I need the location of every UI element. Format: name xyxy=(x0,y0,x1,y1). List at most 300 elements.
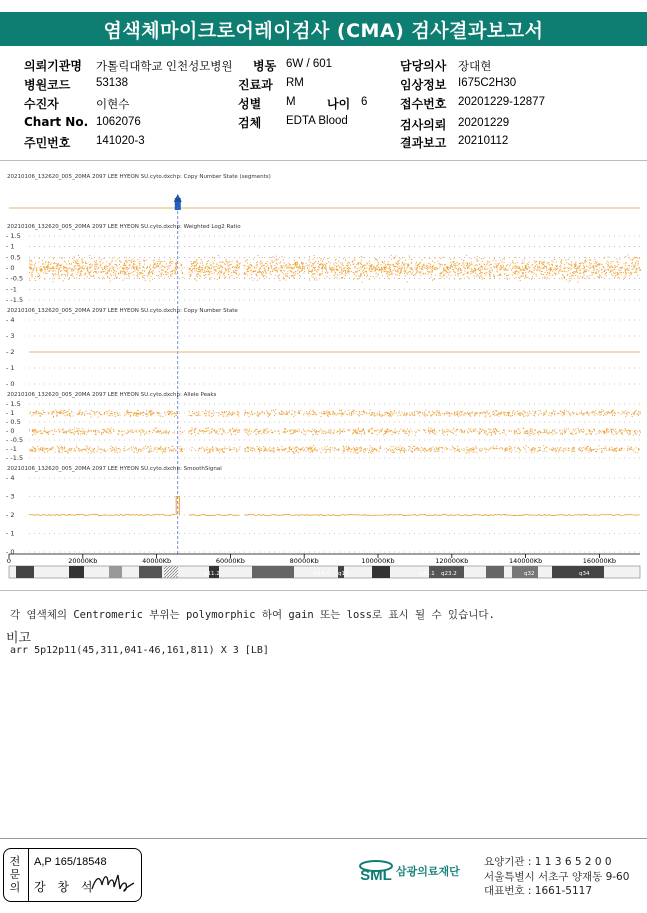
allele-peak-point xyxy=(80,431,81,432)
allele-peak-point xyxy=(432,430,433,431)
allele-peak-point xyxy=(323,430,324,431)
allele-peak-point xyxy=(147,415,148,416)
log2-point xyxy=(92,264,93,265)
log2-point xyxy=(428,263,429,264)
allele-peak-point xyxy=(417,413,418,414)
log2-point xyxy=(285,280,286,281)
allele-peak-point xyxy=(407,429,408,430)
allele-peak-point xyxy=(281,414,282,415)
log2-point xyxy=(394,258,395,259)
log2-point xyxy=(201,259,202,260)
allele-peak-point xyxy=(383,434,384,435)
allele-peak-point xyxy=(142,412,143,413)
allele-peak-point xyxy=(326,413,327,414)
log2-point xyxy=(117,268,118,269)
allele-peak-point xyxy=(596,434,597,435)
log2-point xyxy=(208,260,209,261)
log2-point xyxy=(196,260,197,261)
log2-point xyxy=(535,262,536,263)
allele-peak-point xyxy=(577,414,578,415)
log2-point xyxy=(153,270,154,271)
log2-point xyxy=(374,266,375,267)
log2-point xyxy=(354,258,355,259)
log2-point xyxy=(354,274,355,275)
log2-point xyxy=(137,274,138,275)
chart-no-label: Chart No. xyxy=(24,115,89,129)
allele-peak-point xyxy=(314,413,315,414)
allele-peak-point xyxy=(485,413,486,414)
allele-peak-point xyxy=(572,432,573,433)
allele-peak-point xyxy=(358,429,359,430)
allele-peak-point xyxy=(570,413,571,414)
allele-peak-point xyxy=(63,411,64,412)
allele-peak-point xyxy=(359,415,360,416)
allele-peak-point xyxy=(180,431,181,432)
log2-point xyxy=(487,268,488,269)
log2-point xyxy=(199,271,200,272)
log2-point xyxy=(363,270,364,271)
allele-peak-point xyxy=(591,434,592,435)
allele-peak-point xyxy=(143,412,144,413)
log2-point xyxy=(551,264,552,265)
log2-point xyxy=(617,274,618,275)
log2-point xyxy=(167,272,168,273)
y-tick-label: - 0 xyxy=(6,380,15,388)
log2-point xyxy=(60,265,61,266)
log2-point xyxy=(506,270,507,271)
log2-point xyxy=(65,271,66,272)
log2-point xyxy=(167,269,168,270)
allele-peak-point xyxy=(252,413,253,414)
allele-peak-point xyxy=(364,434,365,435)
allele-peak-point xyxy=(124,450,125,451)
log2-point xyxy=(63,274,64,275)
allele-peak-point xyxy=(94,414,95,415)
allele-peak-point xyxy=(463,448,464,449)
log2-point xyxy=(596,273,597,274)
allele-peak-point xyxy=(627,411,628,412)
log2-point xyxy=(86,268,87,269)
log2-point xyxy=(133,264,134,265)
allele-peak-point xyxy=(262,411,263,412)
log2-point xyxy=(467,268,468,269)
log2-point xyxy=(262,257,263,258)
allele-peak-point xyxy=(354,431,355,432)
clinical-value: I675C2H30 xyxy=(458,77,517,89)
log2-point xyxy=(362,271,363,272)
log2-point xyxy=(274,265,275,266)
allele-peak-point xyxy=(628,412,629,413)
allele-peak-point xyxy=(453,428,454,429)
allele-peak-point xyxy=(58,429,59,430)
allele-peak-point xyxy=(120,450,121,451)
allele-peak-point xyxy=(237,411,238,412)
log2-point xyxy=(519,272,520,273)
log2-point xyxy=(523,276,524,277)
log2-point xyxy=(466,263,467,264)
log2-point xyxy=(85,263,86,264)
allele-peak-point xyxy=(428,449,429,450)
log2-point xyxy=(416,262,417,263)
allele-peak-point xyxy=(584,413,585,414)
log2-point xyxy=(74,267,75,268)
log2-point xyxy=(505,268,506,269)
allele-peak-point xyxy=(189,415,190,416)
log2-point xyxy=(402,268,403,269)
log2-point xyxy=(131,261,132,262)
allele-peak-point xyxy=(325,431,326,432)
allele-peak-point xyxy=(218,415,219,416)
allele-peak-point xyxy=(372,428,373,429)
allele-peak-point xyxy=(413,446,414,447)
allele-peak-point xyxy=(360,431,361,432)
log2-point xyxy=(196,264,197,265)
allele-peak-point xyxy=(390,411,391,412)
log2-point xyxy=(182,268,183,269)
log2-point xyxy=(111,271,112,272)
log2-point xyxy=(500,269,501,270)
allele-peak-point xyxy=(358,414,359,415)
allele-peak-point xyxy=(416,431,417,432)
allele-peak-point xyxy=(32,434,33,435)
log2-point xyxy=(378,264,379,265)
log2-point xyxy=(440,266,441,267)
log2-point xyxy=(474,268,475,269)
log2-point xyxy=(94,261,95,262)
log2-point xyxy=(126,268,127,269)
allele-peak-point xyxy=(606,450,607,451)
log2-point xyxy=(523,260,524,261)
log2-point xyxy=(566,279,567,280)
log2-point xyxy=(347,263,348,264)
allele-peak-point xyxy=(371,414,372,415)
allele-peak-point xyxy=(98,449,99,450)
allele-peak-point xyxy=(269,415,270,416)
allele-peak-point xyxy=(191,415,192,416)
log2-point xyxy=(133,266,134,267)
allele-peak-point xyxy=(529,411,530,412)
allele-peak-point xyxy=(125,414,126,415)
clinical-label: 임상정보 xyxy=(400,78,447,92)
log2-point xyxy=(559,266,560,267)
allele-peak-point xyxy=(563,451,564,452)
allele-peak-point xyxy=(138,410,139,411)
log2-point xyxy=(396,266,397,267)
log2-point xyxy=(546,268,547,269)
log2-point xyxy=(265,269,266,270)
allele-peak-point xyxy=(552,450,553,451)
log2-point xyxy=(232,261,233,262)
allele-peak-point xyxy=(578,428,579,429)
log2-point xyxy=(291,272,292,273)
allele-peak-point xyxy=(375,430,376,431)
log2-point xyxy=(302,268,303,269)
allele-peak-point xyxy=(122,434,123,435)
log2-point xyxy=(483,258,484,259)
log2-point xyxy=(354,273,355,274)
allele-peak-point xyxy=(133,452,134,453)
log2-point xyxy=(481,272,482,273)
allele-peak-point xyxy=(203,449,204,450)
log2-point xyxy=(89,264,90,265)
allele-peak-point xyxy=(180,427,181,428)
allele-peak-point xyxy=(615,413,616,414)
allele-peak-point xyxy=(572,433,573,434)
log2-point xyxy=(248,271,249,272)
allele-peak-point xyxy=(275,431,276,432)
log2-point xyxy=(153,261,154,262)
allele-peak-point xyxy=(61,412,62,413)
log2-point xyxy=(304,266,305,267)
allele-peak-point xyxy=(30,411,31,412)
log2-point xyxy=(302,270,303,271)
log2-point xyxy=(523,269,524,270)
log2-point xyxy=(263,272,264,273)
log2-point xyxy=(76,274,77,275)
log2-point xyxy=(81,271,82,272)
allele-peak-point xyxy=(91,451,92,452)
allele-peak-point xyxy=(418,450,419,451)
allele-peak-point xyxy=(363,429,364,430)
allele-peak-point xyxy=(211,416,212,417)
log2-point xyxy=(456,265,457,266)
allele-peak-point xyxy=(203,433,204,434)
log2-point xyxy=(74,260,75,261)
log2-point xyxy=(539,263,540,264)
log2-point xyxy=(210,264,211,265)
allele-peak-point xyxy=(70,433,71,434)
allele-peak-point xyxy=(391,412,392,413)
allele-peak-point xyxy=(603,448,604,449)
allele-peak-point xyxy=(334,432,335,433)
log2-point xyxy=(52,278,53,279)
y-tick-label: - 1.5 xyxy=(6,400,21,408)
allele-peak-point xyxy=(545,432,546,433)
log2-point xyxy=(400,267,401,268)
log2-point xyxy=(500,266,501,267)
log2-point xyxy=(133,261,134,262)
log2-point xyxy=(360,262,361,263)
allele-peak-point xyxy=(298,413,299,414)
log2-point xyxy=(543,267,544,268)
allele-peak-point xyxy=(174,416,175,417)
log2-point xyxy=(299,265,300,266)
log2-point xyxy=(219,273,220,274)
log2-point xyxy=(162,272,163,273)
allele-peak-point xyxy=(377,415,378,416)
log2-point xyxy=(504,262,505,263)
log2-point xyxy=(607,261,608,262)
allele-peak-point xyxy=(579,432,580,433)
allele-peak-point xyxy=(342,453,343,454)
log2-point xyxy=(34,264,35,265)
allele-peak-point xyxy=(555,448,556,449)
log2-point xyxy=(249,266,250,267)
log2-point xyxy=(397,261,398,262)
allele-peak-point xyxy=(254,449,255,450)
log2-point xyxy=(522,272,523,273)
allele-peak-point xyxy=(146,448,147,449)
log2-point xyxy=(517,274,518,275)
log2-point xyxy=(505,269,506,270)
log2-point xyxy=(517,271,518,272)
allele-peak-point xyxy=(467,431,468,432)
allele-peak-point xyxy=(362,411,363,412)
log2-point xyxy=(460,270,461,271)
allele-peak-point xyxy=(421,447,422,448)
log2-point xyxy=(301,262,302,263)
allele-peak-point xyxy=(611,432,612,433)
allele-peak-point xyxy=(257,413,258,414)
allele-peak-point xyxy=(229,414,230,415)
allele-peak-point xyxy=(462,411,463,412)
log2-point xyxy=(134,264,135,265)
log2-point xyxy=(479,270,480,271)
allele-peak-point xyxy=(519,433,520,434)
log2-point xyxy=(378,262,379,263)
allele-peak-point xyxy=(293,416,294,417)
log2-point xyxy=(290,267,291,268)
log2-point xyxy=(279,280,280,281)
allele-peak-point xyxy=(265,447,266,448)
log2-point xyxy=(194,265,195,266)
log2-point xyxy=(57,264,58,265)
log2-point xyxy=(461,272,462,273)
allele-peak-point xyxy=(555,429,556,430)
log2-point xyxy=(544,276,545,277)
log2-point xyxy=(409,256,410,257)
log2-point xyxy=(638,261,639,262)
allele-peak-point xyxy=(206,411,207,412)
log2-point xyxy=(341,269,342,270)
log2-point xyxy=(225,276,226,277)
log2-point xyxy=(308,270,309,271)
allele-peak-point xyxy=(407,412,408,413)
allele-peak-point xyxy=(76,446,77,447)
allele-peak-point xyxy=(594,415,595,416)
log2-point xyxy=(424,267,425,268)
allele-peak-point xyxy=(371,429,372,430)
log2-point xyxy=(266,273,267,274)
allele-peak-point xyxy=(497,414,498,415)
allele-peak-point xyxy=(552,430,553,431)
log2-point xyxy=(513,272,514,273)
log2-point xyxy=(506,275,507,276)
log2-point xyxy=(276,259,277,260)
allele-peak-point xyxy=(409,433,410,434)
log2-point xyxy=(223,274,224,275)
log2-point xyxy=(208,274,209,275)
allele-peak-point xyxy=(73,416,74,417)
log2-point xyxy=(45,261,46,262)
log2-point xyxy=(387,271,388,272)
allele-peak-point xyxy=(620,414,621,415)
log2-point xyxy=(623,279,624,280)
log2-point xyxy=(219,271,220,272)
log2-point xyxy=(524,258,525,259)
log2-point xyxy=(586,269,587,270)
log2-point xyxy=(393,266,394,267)
log2-point xyxy=(319,275,320,276)
allele-peak-point xyxy=(595,413,596,414)
log2-point xyxy=(366,273,367,274)
log2-point xyxy=(557,265,558,266)
allele-peak-point xyxy=(225,448,226,449)
log2-point xyxy=(620,274,621,275)
allele-peak-point xyxy=(231,449,232,450)
allele-peak-point xyxy=(70,450,71,451)
allele-peak-point xyxy=(374,430,375,431)
log2-point xyxy=(247,262,248,263)
allele-peak-point xyxy=(560,434,561,435)
allele-peak-point xyxy=(294,453,295,454)
log2-point xyxy=(374,267,375,268)
log2-point xyxy=(382,268,383,269)
allele-peak-point xyxy=(532,450,533,451)
log2-point xyxy=(319,264,320,265)
allele-peak-point xyxy=(211,413,212,414)
allele-peak-point xyxy=(133,432,134,433)
allele-peak-point xyxy=(572,451,573,452)
allele-peak-point xyxy=(527,412,528,413)
allele-peak-point xyxy=(155,449,156,450)
allele-peak-point xyxy=(156,427,157,428)
log2-point xyxy=(532,276,533,277)
allele-peak-point xyxy=(394,432,395,433)
log2-point xyxy=(295,273,296,274)
allele-peak-point xyxy=(336,415,337,416)
allele-peak-point xyxy=(208,414,209,415)
allele-peak-point xyxy=(449,415,450,416)
allele-peak-point xyxy=(336,449,337,450)
allele-peak-point xyxy=(488,450,489,451)
allele-peak-point xyxy=(387,431,388,432)
log2-point xyxy=(638,265,639,266)
log2-point xyxy=(608,265,609,266)
log2-point xyxy=(606,275,607,276)
log2-point xyxy=(163,274,164,275)
allele-peak-point xyxy=(562,433,563,434)
allele-peak-point xyxy=(333,413,334,414)
allele-peak-point xyxy=(65,412,66,413)
allele-peak-point xyxy=(407,414,408,415)
log2-point xyxy=(77,272,78,273)
allele-peak-point xyxy=(215,432,216,433)
allele-peak-point xyxy=(192,447,193,448)
allele-peak-point xyxy=(194,432,195,433)
log2-point xyxy=(215,269,216,270)
allele-peak-point xyxy=(416,448,417,449)
allele-peak-point xyxy=(636,410,637,411)
log2-point xyxy=(583,268,584,269)
log2-point xyxy=(308,265,309,266)
log2-point xyxy=(99,262,100,263)
allele-peak-point xyxy=(238,416,239,417)
log2-point xyxy=(315,270,316,271)
log2-point xyxy=(489,265,490,266)
allele-peak-point xyxy=(517,433,518,434)
log2-point xyxy=(270,257,271,258)
log2-point xyxy=(33,268,34,269)
allele-peak-point xyxy=(379,411,380,412)
allele-peak-point xyxy=(222,433,223,434)
log2-point xyxy=(432,268,433,269)
log2-point xyxy=(171,271,172,272)
log2-point xyxy=(38,262,39,263)
log2-point xyxy=(518,268,519,269)
allele-peak-point xyxy=(581,429,582,430)
allele-peak-point xyxy=(485,416,486,417)
